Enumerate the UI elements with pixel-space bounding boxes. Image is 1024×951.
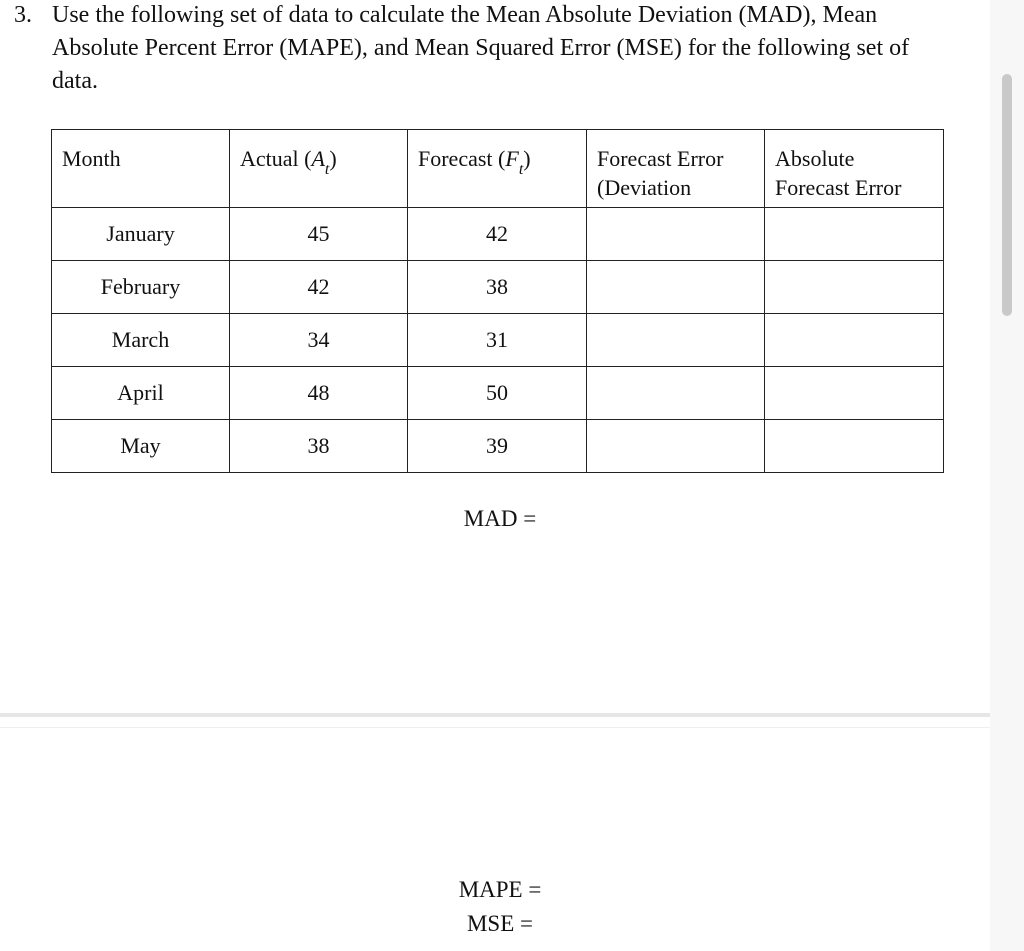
cell-abs-error — [765, 420, 944, 473]
cell-error — [587, 261, 765, 314]
table-row — [52, 314, 944, 367]
header-forecast: Forecast $(F_t)$ — [408, 130, 587, 208]
table-row — [52, 261, 944, 314]
data-table — [51, 129, 944, 473]
question-text: Use the following set of data to calculate the Mean Absolute Deviation (MAD), Mean Absolute Percent Error (MAPE), and Mean Squared Error (MSE) for the following set of data. — [52, 2, 910, 94]
cell-forecast: 39 — [408, 420, 587, 473]
header-absolute-forecast-error: Absolute Forecast Error — [765, 130, 944, 208]
mape-label: MAPE = — [458, 877, 542, 902]
cell-actual: 34 — [230, 314, 408, 367]
cell-actual: 42 — [230, 261, 408, 314]
cell-error — [587, 208, 765, 261]
cell-abs-error — [765, 261, 944, 314]
cell-forecast: 50 — [408, 367, 587, 420]
cell-error — [587, 420, 765, 473]
table-row — [52, 367, 944, 420]
mad-label: MAD = — [463, 506, 537, 531]
cell-month: February — [52, 261, 230, 314]
cell-abs-error — [765, 367, 944, 420]
cell-forecast: 38 — [408, 261, 587, 314]
cell-forecast: 31 — [408, 314, 587, 367]
question-number: 3. — [14, 2, 32, 28]
cell-month: January — [52, 208, 230, 261]
scrollbar-thumb[interactable] — [1002, 74, 1012, 316]
cell-abs-error — [765, 208, 944, 261]
header-month: Month — [52, 130, 230, 208]
mse-label: MSE = — [466, 911, 533, 936]
cell-forecast: 42 — [408, 208, 587, 261]
cell-actual: 45 — [230, 208, 408, 261]
header-actual: Actual $(A_t)$ — [230, 130, 408, 208]
table-header-row — [52, 130, 944, 208]
cell-error — [587, 367, 765, 420]
scrollbar-track[interactable] — [990, 0, 1024, 951]
table-row — [52, 208, 944, 261]
table-row — [52, 420, 944, 473]
page-break-line — [0, 727, 990, 728]
cell-month: May — [52, 420, 230, 473]
cell-month: March — [52, 314, 230, 367]
cell-month: April — [52, 367, 230, 420]
header-forecast-error: Forecast Error (Deviation — [587, 130, 765, 208]
cell-error — [587, 314, 765, 367]
cell-actual: 48 — [230, 367, 408, 420]
cell-actual: 38 — [230, 420, 408, 473]
cell-abs-error — [765, 314, 944, 367]
page-break — [0, 713, 990, 717]
